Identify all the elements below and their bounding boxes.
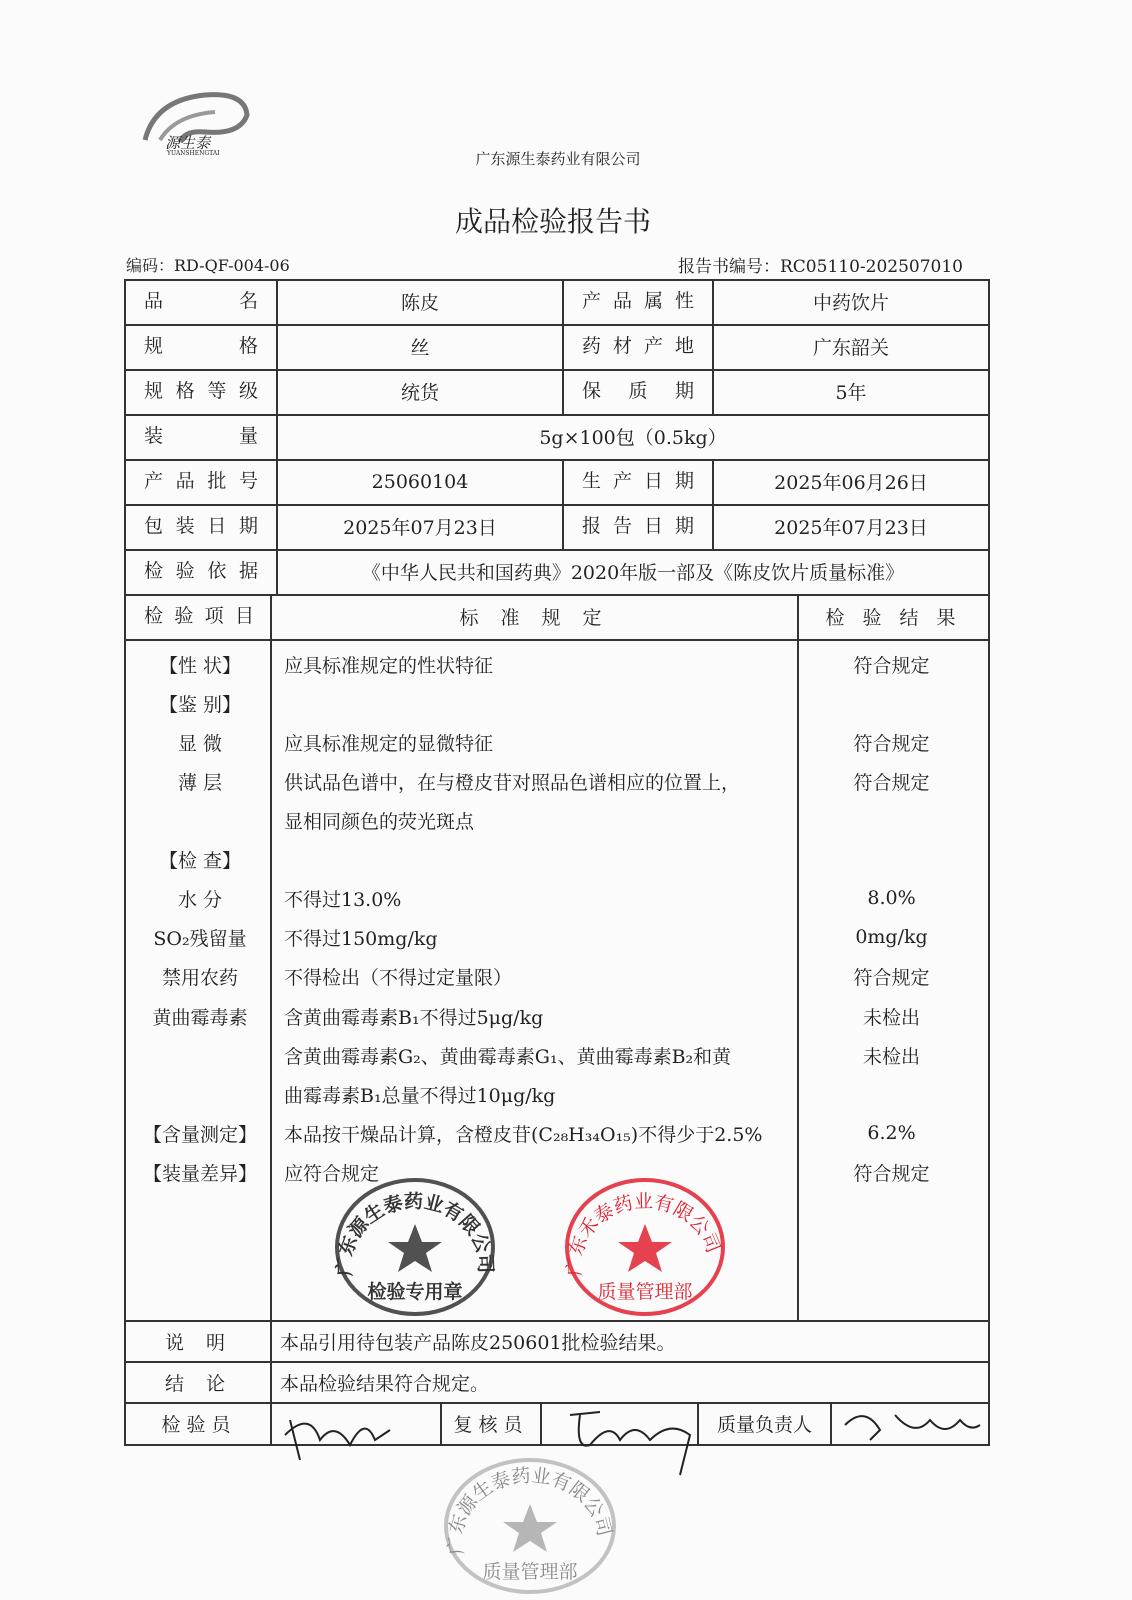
star-icon bbox=[388, 1224, 442, 1272]
stamp-center-text: 检验专用章 bbox=[367, 1281, 463, 1303]
column-header-item: 检验项目 bbox=[144, 605, 254, 627]
field-label: 装 量 bbox=[144, 425, 258, 447]
logo-text: 源生泰 bbox=[165, 134, 211, 152]
qa-manager-label: 质量负责人 bbox=[716, 1414, 812, 1436]
test-result: 符合规定 bbox=[853, 654, 930, 677]
field-label: 生产日期 bbox=[582, 470, 694, 492]
field-value: 统货 bbox=[400, 382, 439, 404]
test-item: SO₂残留量 bbox=[153, 927, 247, 950]
column-header-standard: 标 准 规 定 bbox=[459, 607, 610, 629]
test-standard: 应符合规定 bbox=[284, 1162, 380, 1185]
field-value: 5g×100包（0.5kg） bbox=[539, 427, 727, 449]
test-item: 薄 层 bbox=[177, 771, 223, 794]
stamp-ring-text: 广东禾泰药业有限公司 bbox=[563, 1190, 725, 1277]
inspection-stamp bbox=[330, 1176, 500, 1318]
table-rule bbox=[797, 594, 799, 1320]
test-item: 【含量测定】 bbox=[142, 1123, 257, 1146]
field-value: 广东韶关 bbox=[812, 337, 889, 359]
conclusion-text: 本品检验结果符合规定。 bbox=[280, 1372, 490, 1395]
table-rule bbox=[124, 1444, 990, 1446]
test-result: 0mg/kg bbox=[855, 926, 928, 948]
company-name: 广东源生泰药业有限公司 bbox=[475, 150, 641, 168]
test-standard: 供试品色谱中，在与橙皮苷对照品色谱相应的位置上， bbox=[284, 771, 741, 794]
test-result: 未检出 bbox=[862, 1045, 920, 1068]
stamp-ring-text: 广东源生泰药业有限公司 bbox=[444, 1464, 616, 1556]
table-rule bbox=[124, 639, 988, 641]
test-result: 符合规定 bbox=[853, 1162, 930, 1185]
test-item: 【检 查】 bbox=[158, 849, 242, 872]
field-value: 2025年07月23日 bbox=[343, 517, 497, 539]
note-text: 本品引用待包装产品陈皮250601批检验结果。 bbox=[280, 1331, 676, 1354]
test-standard: 含黄曲霉毒素B₁不得过5μg/kg bbox=[284, 1006, 544, 1029]
test-result: 符合规定 bbox=[853, 771, 930, 794]
logo-subtext: YUANSHENGTAI bbox=[167, 150, 220, 157]
table-rule bbox=[830, 1402, 832, 1444]
table-rule bbox=[540, 1402, 542, 1444]
field-value: 陈皮 bbox=[400, 292, 439, 314]
test-result: 6.2% bbox=[867, 1122, 916, 1144]
field-value: 5年 bbox=[835, 382, 867, 404]
field-value: 2025年07月23日 bbox=[774, 517, 928, 539]
test-result: 8.0% bbox=[867, 887, 916, 909]
test-item: 水 分 bbox=[177, 888, 223, 911]
column-header-result: 检 验 结 果 bbox=[825, 607, 962, 629]
test-standard: 应具标准规定的性状特征 bbox=[284, 654, 494, 677]
test-item: 显 微 bbox=[177, 732, 223, 755]
test-item: 【装量差异】 bbox=[142, 1162, 257, 1185]
field-value: 《中华人民共和国药典》2020年版一部及《陈皮饮片质量标准》 bbox=[361, 562, 905, 584]
test-standard: 不得过150mg/kg bbox=[284, 927, 438, 950]
field-label: 报告日期 bbox=[582, 515, 694, 537]
field-value: 2025年06月26日 bbox=[774, 472, 928, 494]
reviewer-signature bbox=[560, 1400, 700, 1480]
test-standard: 应具标准规定的显微特征 bbox=[284, 732, 494, 755]
star-icon bbox=[503, 1504, 557, 1552]
table-rule bbox=[988, 279, 990, 1446]
test-standard: 不得检出（不得过定量限） bbox=[284, 966, 513, 989]
field-label: 品 名 bbox=[144, 290, 258, 312]
field-label: 检验依据 bbox=[144, 560, 258, 582]
test-item: 禁用农药 bbox=[161, 966, 238, 989]
field-label: 规 格 bbox=[144, 335, 258, 357]
qa-signature bbox=[835, 1400, 985, 1444]
star-icon bbox=[618, 1224, 672, 1272]
field-label: 包装日期 bbox=[144, 515, 258, 537]
test-standard: 本品按干燥品计算，含橙皮苷(C₂₈H₃₄O₁₅)不得少于2.5% bbox=[284, 1123, 763, 1146]
field-label: 产品批号 bbox=[144, 470, 258, 492]
test-result: 符合规定 bbox=[853, 732, 930, 755]
report-number: 报告书编号：RC05110-202507010 bbox=[678, 257, 963, 277]
stamp-center-text: 质量管理部 bbox=[597, 1281, 693, 1303]
test-item: 【鉴 别】 bbox=[158, 693, 242, 716]
test-standard: 含黄曲霉毒素G₂、黄曲霉毒素G₁、黄曲霉毒素B₂和黄 bbox=[284, 1045, 732, 1068]
reviewer-label: 复核员 bbox=[453, 1414, 529, 1436]
stamp-ring-text: 广东源生泰药业有限公司 bbox=[333, 1190, 497, 1277]
field-label: 规格等级 bbox=[144, 380, 258, 402]
inspector-signature bbox=[280, 1400, 410, 1470]
field-value: 25060104 bbox=[371, 470, 469, 493]
inspector-label: 检验员 bbox=[161, 1414, 237, 1436]
field-value: 中药饮片 bbox=[812, 292, 889, 314]
test-result: 未检出 bbox=[862, 1006, 920, 1029]
test-item: 黄曲霉毒素 bbox=[152, 1006, 248, 1029]
note-label: 说 明 bbox=[164, 1331, 234, 1354]
stamp-center-text: 质量管理部 bbox=[482, 1561, 578, 1583]
test-standard: 显相同颜色的荧光斑点 bbox=[284, 810, 475, 833]
test-standard: 不得过13.0% bbox=[284, 888, 402, 911]
field-label: 药材产地 bbox=[582, 335, 694, 357]
page-title: 成品检验报告书 bbox=[454, 205, 651, 238]
form-code: 编码：RD-QF-004-06 bbox=[126, 256, 290, 275]
field-value: 丝 bbox=[410, 337, 430, 359]
test-standard: 曲霉毒素B₁总量不得过10μg/kg bbox=[284, 1084, 556, 1107]
test-result: 符合规定 bbox=[853, 966, 930, 989]
test-item: 【性 状】 bbox=[158, 654, 242, 677]
field-label: 产品属性 bbox=[582, 290, 694, 312]
conclusion-label: 结 论 bbox=[164, 1372, 234, 1395]
field-label: 保 质 期 bbox=[582, 380, 694, 402]
quality-dept-stamp-red bbox=[560, 1176, 730, 1318]
